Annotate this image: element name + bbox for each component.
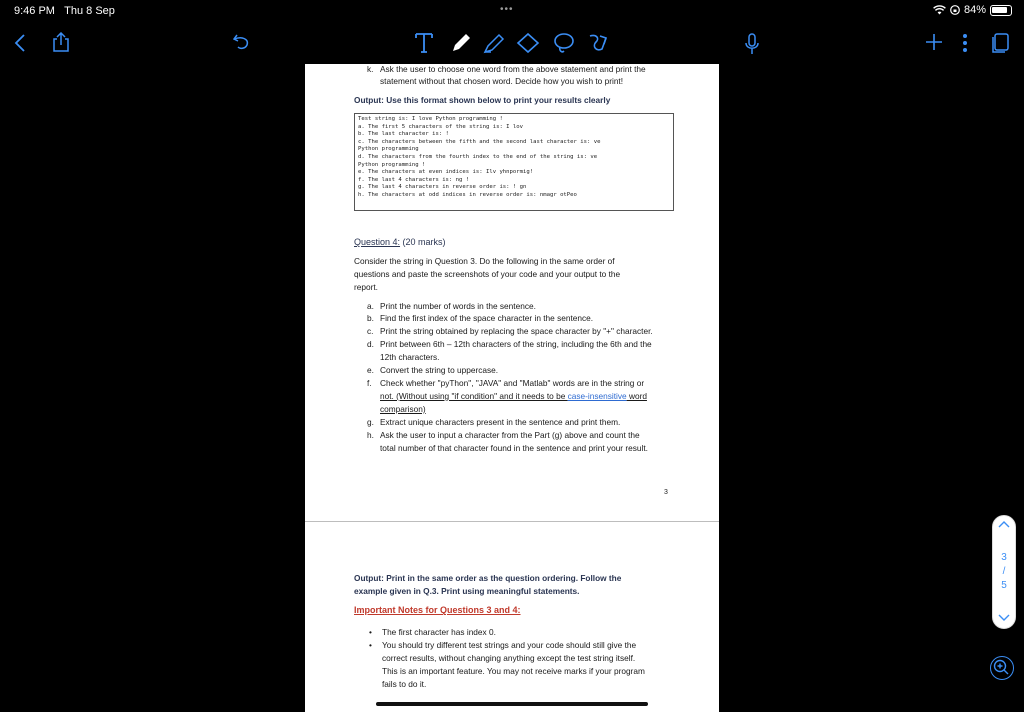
case-insensitive-link: case-insensitive [567,391,627,401]
zoom-icon[interactable] [990,656,1014,680]
bullet-2-line3: This is an important feature. You may not receive marks if your program [382,666,645,676]
code-line: Python programming [358,146,419,153]
code-line: Test string is: I love Python programming ! [358,116,503,122]
page-divider [305,521,719,522]
current-page: 3 [1001,552,1007,563]
page-down-icon[interactable] [998,614,1010,625]
output-heading: Output: Use this format shown below to print your results clearly [354,95,611,105]
home-indicator[interactable] [376,702,648,706]
document-page[interactable]: k. Ask the user to choose one word from the above statement and print the statement without that chosen word. Decide how you wish to print! Output: Use this format shown below to print your results clearly Test string is: I love Python programming ! a. The first 5 characters of the string is: I lov b. The last character is: ! c. The characters between the fifth and the second last character is: ve Python programming d. The characters from the fourth index to the end of the string is: ve Python programming ! e. The characters at even indices is: Ilv yhnpormig! f. The last 4 characters is: ng ! g. The last 4 characters in reverse order is: ! gn h. The characters at odd indices in reverse order is: nmagr otPeo Question 4: (20 marks) Consider the string in Question 3. Do the following in the same order of questions and paste the screenshots of your code and your output to the report. a. Print the number of words in the sentence. b. Find the first index of the space character in the sentence. c. Print the string obtained by replacing the space character by "+" character. d. Print between 6th – 12th characters of the string, including the 6th and the 12th characters. e. Convert the string to uppercase. f. Check whether "pyThon", "JAVA" and "Matlab" words are in the string or not. (Without using "if condition" and it needs to be case-insensitive word comparison) g. Extract unique characters present in the sentence and print them. h. Ask the user to input a character from the Part (g) above and count the total number of that character found in the sentence and print your result. 3 Output: Print in the same order as the question ordering. Follow the example given in Q.3. Print using meaningful statements. Important Notes for Questions 3 and 4: • The first character has index 0. • You should try different test strings and your code should still give the correct results, without changing anything except the test string itself. This is an important feature. You may not receive marks if your program fails to do it. [305,64,719,712]
status-bar [0,0,1024,24]
code-line: e. The characters at even indices is: Ilv yhnpormig! [358,169,534,176]
bullet-2-line4: fails to do it. [382,679,427,689]
multitasking-dots[interactable]: ••• [500,4,514,15]
wifi-icon [933,5,946,15]
page-up-icon[interactable] [998,520,1010,531]
item-k-line1: Ask the user to choose one word from the above statement and print the [380,64,646,74]
bullet-2-line2: correct results, without changing anything except the test string itself. [382,653,636,663]
code-line: f. The last 4 characters is: ng ! [358,176,470,183]
q4-heading [354,236,446,249]
code-line: d. The characters from the fourth index to the end of the string is: ve [358,153,598,160]
code-line: h. The characters at odd indices in reverse order is: nmagr otPeo [358,191,577,198]
bullet-dot: • [369,640,372,650]
list-item-d-line2: 12th characters. [380,352,440,362]
more-icon[interactable] [962,33,968,53]
page-separator: / [1002,566,1006,577]
pages-icon[interactable] [992,33,1010,53]
code-line: c. The characters between the fifth and the second last character is: ve [358,138,601,145]
code-line: b. The last character is: ! [358,131,449,138]
q4-intro-3: report. [354,282,378,292]
status-date: Thu 8 Sep [64,5,115,17]
text-tool-icon[interactable] [414,32,434,54]
battery-icon [990,5,1012,16]
output2-line2: example given in Q.3. Print using meaningful statements. [354,586,580,596]
pen-icon[interactable] [450,32,472,54]
list-item-f-line3: comparison) [380,404,426,414]
bullet-dot: • [369,627,372,637]
notes-title: Important Notes for Questions 3 and 4: [354,605,521,615]
share-icon[interactable] [52,32,70,52]
output2-line1: Output: Print in the same order as the question ordering. Follow the [354,573,622,583]
orientation-lock-icon [950,5,960,15]
code-line: Python programming ! [358,161,426,168]
eraser-icon[interactable] [516,32,540,54]
page-navigator[interactable] [992,515,1016,629]
q4-title: Question 4: [354,237,401,247]
add-icon[interactable] [925,33,943,51]
back-icon[interactable] [14,34,26,52]
undo-icon[interactable] [233,34,251,50]
lasso-icon[interactable] [552,32,576,54]
status-time: 9:46 PM [14,5,55,17]
page-number: 3 [664,489,668,496]
list-item-f-line2: not. (Without using "if condition" and it needs to be case-insensitive word [380,391,647,401]
sample-output-box [354,113,674,211]
q4-intro-2: questions and paste the screenshots of your code and your output to the [354,269,621,279]
status-time-date [14,5,115,17]
microphone-icon[interactable] [744,33,760,55]
total-pages: 5 [1001,580,1007,591]
item-k-line2: statement without that chosen word. Decide how you wish to print! [380,76,624,86]
highlighter-icon[interactable] [482,32,506,54]
list-item-h-line2: total number of that character found in the sentence and print your result. [380,443,648,453]
battery-percent: 84% [963,4,986,16]
code-line: g. The last 4 characters in reverse order is: ! gn [358,184,527,191]
item-k-label: k. [367,64,374,74]
q4-marks: (20 marks) [402,237,446,247]
q4-intro-1: Consider the string in Question 3. Do the following in the same order of [354,256,615,266]
bullet-2-line1: You should try different test strings and your code should still give the [382,640,637,650]
bullet-1: The first character has index 0. [382,627,496,637]
shapes-icon[interactable] [586,32,610,54]
toolbar [0,28,1024,62]
code-line: a. The first 5 characters of the string is: I lov [358,123,524,130]
status-right [933,4,1012,16]
